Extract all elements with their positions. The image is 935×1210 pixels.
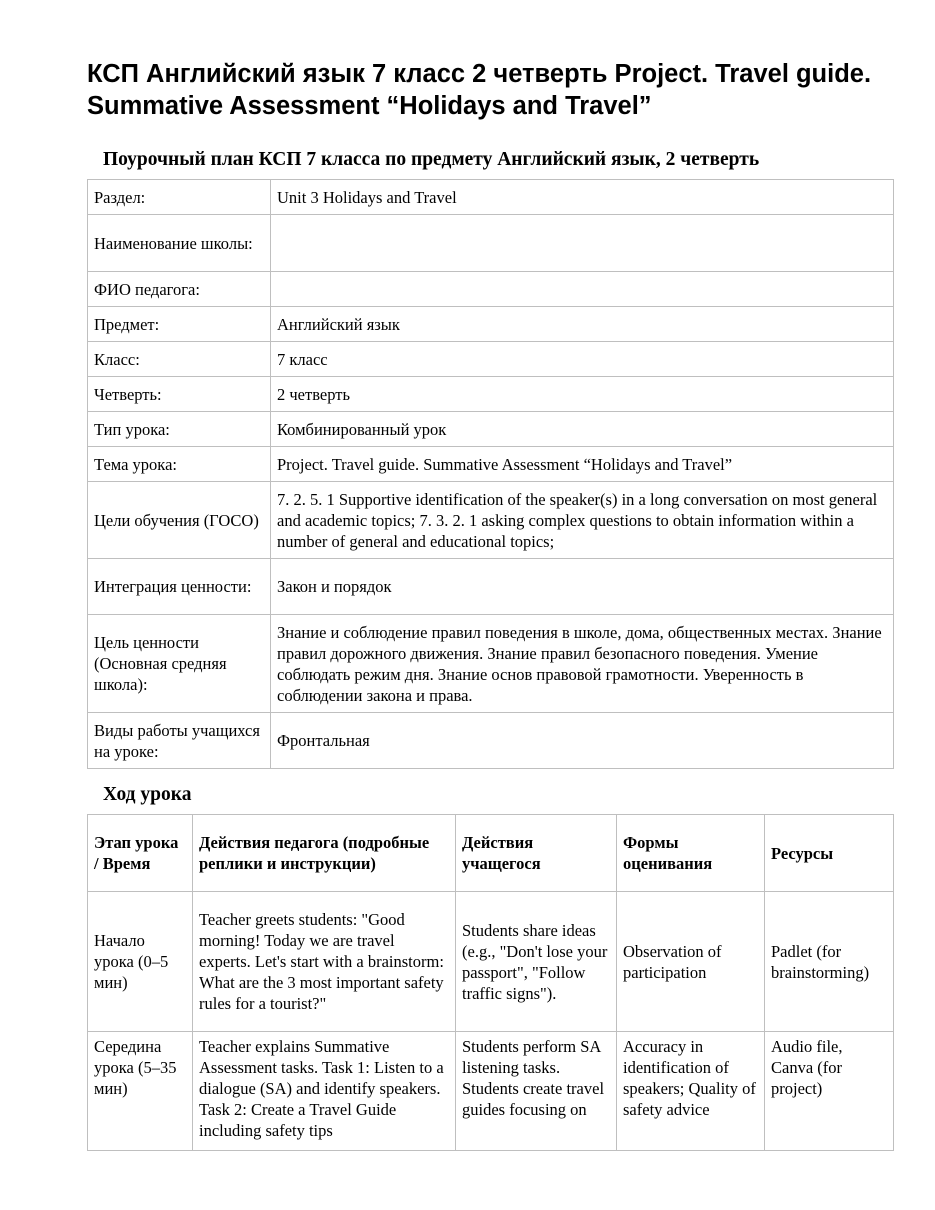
table-row bbox=[88, 342, 894, 377]
info-value: Знание и соблюдение правил поведения в школе, дома, общественных местах. Знание правил дорожного движения. Знание правил безопасного поведения. Умение соблюдать режим дня. Знание основ правовой грамотности. Уверенность в соблюдении закона и права. bbox=[271, 615, 894, 713]
info-label: Виды работы учащихся на уроке: bbox=[88, 713, 271, 769]
table-cell: Середина урока (5–35 мин) bbox=[88, 1032, 193, 1151]
table-row bbox=[88, 412, 894, 447]
table-row bbox=[88, 307, 894, 342]
table-row bbox=[88, 1032, 894, 1151]
table-row bbox=[88, 482, 894, 559]
table-row bbox=[88, 447, 894, 482]
table-cell: Padlet (for brainstorming) bbox=[765, 892, 894, 1032]
table-cell: Students share ideas (e.g., "Don't lose your passport", "Follow traffic signs"). bbox=[456, 892, 617, 1032]
table-row bbox=[88, 615, 894, 713]
table-cell: Начало урока (0–5 мин) bbox=[88, 892, 193, 1032]
table-cell: Teacher greets students: "Good morning! Today we are travel experts. Let's start with a brainstorm: What are the 3 most important safety rules for a tourist?" bbox=[193, 892, 456, 1032]
table-cell: Accuracy in identification of speakers; Quality of safety advice bbox=[617, 1032, 765, 1151]
column-header-stage: Этап урока / Время bbox=[88, 815, 193, 892]
info-label: Цели обучения (ГОСО) bbox=[88, 482, 271, 559]
info-label: Предмет: bbox=[88, 307, 271, 342]
info-value: Фронтальная bbox=[271, 713, 894, 769]
info-value: Английский язык bbox=[271, 307, 894, 342]
table-row bbox=[88, 215, 894, 272]
info-value: Закон и порядок bbox=[271, 559, 894, 615]
info-label: ФИО педагога: bbox=[88, 272, 271, 307]
info-value: 7. 2. 5. 1 Supportive identification of the speaker(s) in a long conversation on most general and academic topics; 7. 3. 2. 1 asking complex questions to obtain information within a number of general and educational topics; bbox=[271, 482, 894, 559]
info-value: Unit 3 Holidays and Travel bbox=[271, 180, 894, 215]
info-label: Класс: bbox=[88, 342, 271, 377]
info-value bbox=[271, 272, 894, 307]
info-label: Тип урока: bbox=[88, 412, 271, 447]
info-value: 7 класс bbox=[271, 342, 894, 377]
info-label: Тема урока: bbox=[88, 447, 271, 482]
info-value bbox=[271, 215, 894, 272]
table-row bbox=[88, 892, 894, 1032]
table-row bbox=[88, 180, 894, 215]
lesson-info-table bbox=[87, 179, 894, 769]
info-label: Наименование школы: bbox=[88, 215, 271, 272]
column-header-teacher: Действия педагога (подробные реплики и инструкции) bbox=[193, 815, 456, 892]
table-row bbox=[88, 713, 894, 769]
table-cell: Observation of participation bbox=[617, 892, 765, 1032]
lesson-course-table bbox=[87, 814, 894, 1151]
info-label: Четверть: bbox=[88, 377, 271, 412]
info-label: Интеграция ценности: bbox=[88, 559, 271, 615]
table-cell: Audio file, Canva (for project) bbox=[765, 1032, 894, 1151]
table-row bbox=[88, 377, 894, 412]
table-row bbox=[88, 272, 894, 307]
table-header-row bbox=[88, 815, 894, 892]
info-label: Раздел: bbox=[88, 180, 271, 215]
table-cell: Students perform SA listening tasks. Students create travel guides focusing on bbox=[456, 1032, 617, 1151]
info-label: Цель ценности (Основная средняя школа): bbox=[88, 615, 271, 713]
table-row bbox=[88, 559, 894, 615]
table-cell: Teacher explains Summative Assessment tasks. Task 1: Listen to a dialogue (SA) and identify speakers. Task 2: Create a Travel Guide including safety tips bbox=[193, 1032, 456, 1151]
info-value: Project. Travel guide. Summative Assessment “Holidays and Travel” bbox=[271, 447, 894, 482]
plan-heading: Поурочный план КСП 7 класса по предмету Английский язык, 2 четверть bbox=[103, 149, 760, 170]
column-header-resources: Ресурсы bbox=[765, 815, 894, 892]
info-value: 2 четверть bbox=[271, 377, 894, 412]
document-title: КСП Английский язык 7 класс 2 четверть Project. Travel guide. Summative Assessment “Holidays and Travel” bbox=[87, 60, 872, 120]
column-header-student: Действия учащегося bbox=[456, 815, 617, 892]
info-value: Комбинированный урок bbox=[271, 412, 894, 447]
column-header-assessment: Формы оценивания bbox=[617, 815, 765, 892]
course-heading: Ход урока bbox=[103, 784, 192, 805]
